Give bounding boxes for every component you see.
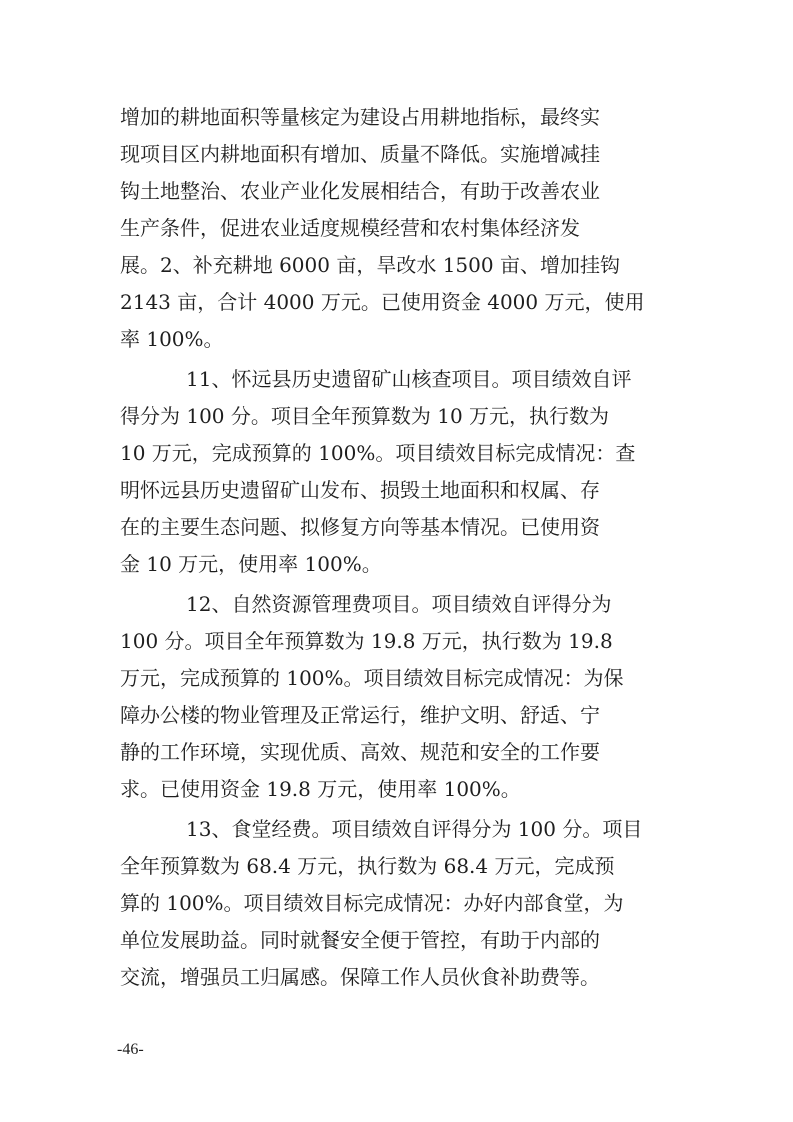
- text-line-content: 展。2、补充耕地 6000 亩，旱改水 1500 亩、增加挂钩: [120, 253, 620, 277]
- text-line: [0, 846, 793, 886]
- text-line: [0, 97, 793, 137]
- text-line: [0, 883, 793, 923]
- text-line-content: 增加的耕地面积等量核定为建设占用耕地指标，最终实: [120, 105, 600, 129]
- text-line: [0, 695, 793, 735]
- text-line-content: 金 10 万元，使用率 100%。: [120, 552, 382, 576]
- text-line: [0, 957, 793, 997]
- text-line: [0, 769, 793, 809]
- text-line-content: 全年预算数为 68.4 万元，执行数为 68.4 万元，完成预: [120, 854, 615, 878]
- text-line: [0, 171, 793, 211]
- text-line: [0, 809, 793, 849]
- text-line-content: 钩土地整治、农业产业化发展相结合，有助于改善农业: [120, 179, 600, 203]
- text-line: [0, 134, 793, 174]
- text-line: [0, 920, 793, 960]
- text-line: [0, 433, 793, 473]
- text-line-content: 生产条件，促进农业适度规模经营和农村集体经济发: [120, 216, 580, 240]
- text-line: [0, 282, 793, 322]
- text-line-content: 10 万元，完成预算的 100%。项目绩效目标完成情况：查: [120, 441, 636, 465]
- text-line: [0, 359, 793, 399]
- text-line-content: 率 100%。: [120, 327, 224, 351]
- text-line: [0, 507, 793, 547]
- text-line: [0, 396, 793, 436]
- text-line: [0, 470, 793, 510]
- text-line-content: 静的工作环境，实现优质、高效、规范和安全的工作要: [120, 740, 600, 764]
- text-line-content: 11、怀远县历史遗留矿山核查项目。项目绩效自评: [186, 367, 632, 391]
- text-line-content: 求。已使用资金 19.8 万元，使用率 100%。: [120, 777, 521, 801]
- text-line: [0, 621, 793, 661]
- page-number: -46-: [117, 1041, 144, 1058]
- text-line: [0, 245, 793, 285]
- text-line-content: 障办公楼的物业管理及正常运行，维护文明、舒适、宁: [120, 703, 600, 727]
- text-line-content: 单位发展助益。同时就餐安全便于管控，有助于内部的: [120, 928, 600, 952]
- text-line: [0, 732, 793, 772]
- text-line: [0, 319, 793, 359]
- text-line-content: 现项目区内耕地面积有增加、质量不降低。实施增减挂: [120, 142, 600, 166]
- text-line-content: 100 分。项目全年预算数为 19.8 万元，执行数为 19.8: [120, 629, 613, 653]
- text-line-content: 算的 100%。项目绩效目标完成情况：办好内部食堂，为: [120, 891, 624, 915]
- text-line-content: 万元，完成预算的 100%。项目绩效目标完成情况：为保: [120, 666, 624, 690]
- text-line-content: 交流，增强员工归属感。保障工作人员伙食补助费等。: [120, 965, 600, 989]
- text-line-content: 明怀远县历史遗留矿山发布、损毁土地面积和权属、存: [120, 478, 600, 502]
- text-line-content: 13、食堂经费。项目绩效自评得分为 100 分。项目: [186, 817, 643, 841]
- text-line: [0, 544, 793, 584]
- text-line: [0, 208, 793, 248]
- text-line-content: 2143 亩，合计 4000 万元。已使用资金 4000 万元，使用: [120, 290, 645, 314]
- text-line: [0, 584, 793, 624]
- text-line-content: 得分为 100 分。项目全年预算数为 10 万元，执行数为: [120, 404, 610, 428]
- text-line-content: 12、自然资源管理费项目。项目绩效自评得分为: [186, 592, 612, 616]
- text-line-content: 在的主要生态问题、拟修复方向等基本情况。已使用资: [120, 515, 600, 539]
- text-line: [0, 658, 793, 698]
